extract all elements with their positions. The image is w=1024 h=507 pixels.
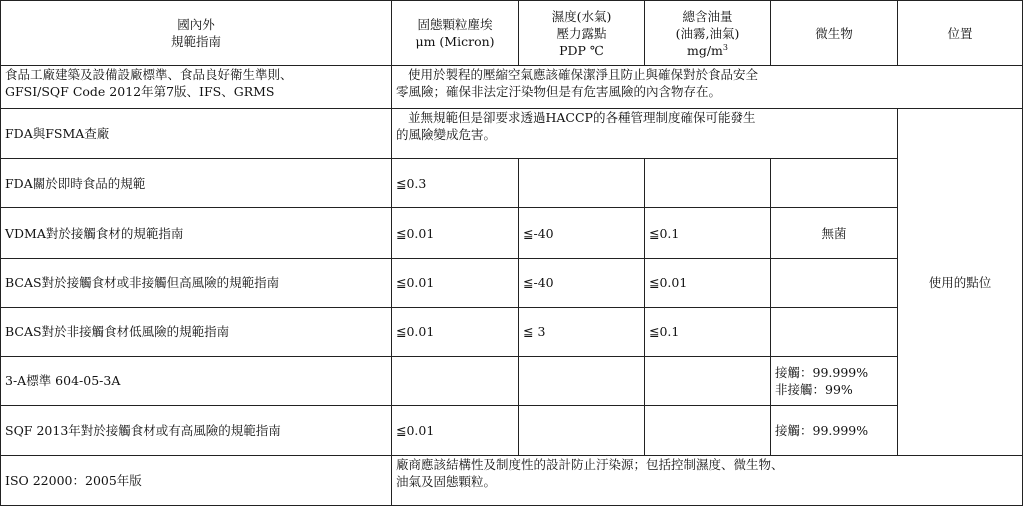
row-label: 3-A標準 604-05-3A (1, 356, 392, 405)
oil-value (645, 405, 771, 455)
header-particle-line1: 固態顆粒塵埃 (417, 17, 493, 33)
header-location: 位置 (898, 1, 1023, 66)
row-note-line1: 廠商應該結構性及制度性的設計防止汙染源；包括控制濕度、微生物、 (396, 456, 784, 472)
row-note (392, 109, 898, 159)
header-particle-line2: μm (Micron) (415, 34, 495, 50)
particle-value: ≦0.01 (392, 405, 519, 455)
header-standard (1, 1, 392, 66)
table-row (1, 356, 1023, 405)
microbe-value (771, 356, 898, 405)
particle-value (392, 356, 519, 405)
table-row (1, 109, 1023, 159)
particle-value: ≦0.3 (392, 159, 519, 208)
table-row (1, 159, 1023, 208)
table-row (1, 405, 1023, 455)
row-label-line1: 食品工廠建築及設備設廠標準、食品良好衛生準則、 (5, 67, 293, 83)
humidity-value: ≦-40 (519, 208, 645, 258)
oil-value (645, 159, 771, 208)
oil-value: ≦0.1 (645, 307, 771, 356)
header-particle (392, 1, 519, 66)
microbe-value-line1: 接觸：99.999% (775, 364, 869, 380)
particle-value: ≦0.01 (392, 208, 519, 258)
table-row (1, 307, 1023, 356)
row-note-line1: 並無規範但是卻要求透過HACCP的各種管理制度確保可能發生 (408, 110, 756, 126)
row-label-line2: GFSI/SQF Code 2012年第7版、IFS、GRMS (5, 84, 275, 100)
location-cell: 使用的點位 (898, 109, 1023, 455)
row-label: FDA關於即時食品的規範 (1, 159, 392, 208)
table-row (1, 455, 1023, 505)
oil-value: ≦0.1 (645, 208, 771, 258)
header-humidity-line1: 濕度(水氣) (551, 8, 612, 24)
microbe-value (771, 159, 898, 208)
humidity-value: ≦ 3 (519, 307, 645, 356)
row-label (1, 66, 392, 109)
row-label: BCAS對於非接觸食材低風險的規範指南 (1, 307, 392, 356)
microbe-value-line2: 非接觸：99% (775, 381, 853, 397)
microbe-value: 無菌 (771, 208, 898, 258)
table-row (1, 258, 1023, 307)
header-humidity-line3: PDP ℃ (559, 42, 604, 58)
row-label: FDA與FSMA查廠 (1, 109, 392, 159)
row-note-line1: 使用於製程的壓縮空氣應該確保潔淨且防止與確保對於食品安全 (408, 67, 759, 83)
row-note (392, 66, 1023, 109)
oil-value: ≦0.01 (645, 258, 771, 307)
humidity-value: ≦-40 (519, 258, 645, 307)
row-label: BCAS對於接觸食材或非接觸但高風險的規範指南 (1, 258, 392, 307)
header-microbe: 微生物 (771, 1, 898, 66)
microbe-value (771, 258, 898, 307)
header-oil-unit (649, 42, 766, 59)
header-row (1, 1, 1023, 66)
humidity-value (519, 356, 645, 405)
header-standard-line2: 規範指南 (170, 34, 221, 50)
humidity-value (519, 405, 645, 455)
header-oil-unit-base: mg/m (686, 42, 723, 58)
microbe-value (771, 307, 898, 356)
header-oil (645, 1, 771, 66)
row-note-line2: 的風險變成危害。 (396, 127, 497, 143)
particle-value: ≦0.01 (392, 307, 519, 356)
particle-value: ≦0.01 (392, 258, 519, 307)
microbe-value: 接觸：99.999% (771, 405, 898, 455)
header-standard-line1: 國內外 (177, 17, 215, 33)
table-row (1, 66, 1023, 109)
row-label: SQF 2013年對於接觸食材或有高風險的規範指南 (1, 405, 392, 455)
header-oil-unit-sup: 3 (722, 42, 728, 52)
header-humidity (519, 1, 645, 66)
header-oil-line1: 總含油量 (682, 8, 733, 24)
oil-value (645, 356, 771, 405)
row-label: VDMA對於接觸食材的規範指南 (1, 208, 392, 258)
table-row (1, 208, 1023, 258)
header-humidity-line2: 壓力露點 (556, 25, 607, 41)
row-note (392, 455, 1023, 505)
row-label: ISO 22000：2005年版 (1, 455, 392, 505)
humidity-value (519, 159, 645, 208)
header-oil-line2: (油霧,油氣) (675, 25, 740, 41)
row-note-line2: 零風險；確保非法定汙染物但是有危害風險的內含物存在。 (396, 84, 722, 100)
row-note-line2: 油氣及固態顆粒。 (396, 473, 497, 489)
